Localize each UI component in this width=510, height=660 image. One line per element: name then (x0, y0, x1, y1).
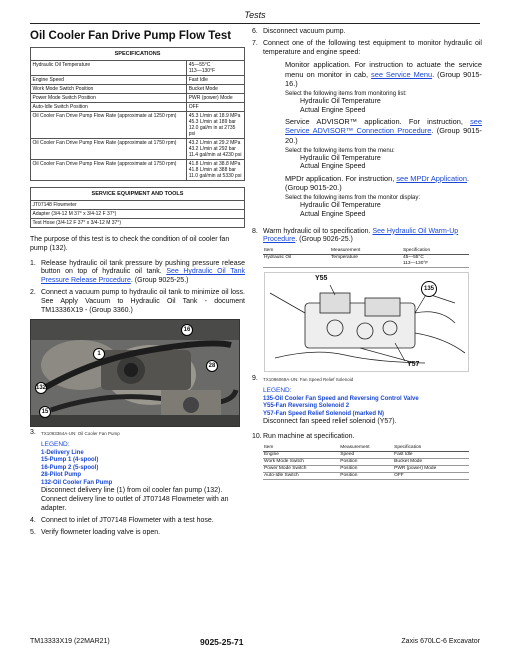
callout-132: 132 (35, 382, 47, 394)
oil-cooler-fan-pump-photo (30, 319, 240, 427)
section-title: Tests (244, 10, 266, 20)
step-9-text: Disconnect fan speed relief solenoid (Y57). (263, 418, 397, 426)
equipment-item: JT07148 Flowmeter (31, 201, 245, 210)
table-row (263, 465, 469, 472)
monitor-option: Monitor application. For instruction to actuate the service menu on monitor in cab, see Service Menu. (Group 9015-16.) (285, 60, 482, 88)
mpdr-option: MPDr application. For instruction, see MPDr Application. (Group 9015-20.) (285, 173, 470, 193)
mpdr-select: Select the following items from the monitor display: (285, 195, 421, 202)
advisor-option: Service ADVISOR™ application. For instruction, see Service ADVISOR™ Connection Procedure. (Group 9015-20.) (285, 117, 482, 145)
table-cell: Work Mode Switch (263, 458, 339, 465)
warmup-spec-table (263, 248, 469, 268)
legend-item: 1-Delivery Line (41, 449, 84, 456)
advisor-link[interactable]: see Service ADVISOR™ Connection Procedure (285, 117, 482, 136)
mpdr-item-1: Hydraulic Oil Temperature (300, 202, 381, 210)
table-header: Measurement (339, 445, 393, 452)
step-3: 3. TX1093364A-UN: Oil Cooler Fan Pump LEGEND: 1-Delivery Line 15-Pump 1 (4-spool) 16-Pump 2 (5-spool) 28-Pilot Pump 132-Oil Cooler Fan Pump Disconnect delivery line (1) from oil cooler fan pump (132). Connect delivery line to outlet of JT07148 Flowmeter with an adapter. (30, 429, 245, 513)
page-header (30, 8, 480, 24)
specifications-table (30, 47, 245, 181)
advisor-item-1: Hydraulic Oil Temperature (300, 154, 381, 162)
table-header: Measurement (330, 248, 402, 255)
table-row (263, 458, 469, 465)
table-row (263, 255, 469, 268)
advisor-select: Select the following items from the menu: (285, 147, 395, 154)
table-cell: Temperature (330, 255, 402, 268)
legend-1 (41, 450, 245, 488)
step-5: 5. Verify flowmeter loading valve is open. (30, 528, 161, 536)
table-cell: OFF (393, 472, 469, 479)
advisor-item-2: Actual Engine Speed (300, 163, 366, 171)
table-cell: Bucket Mode (393, 458, 469, 465)
pump-illustration (31, 320, 240, 427)
figure-caption-2: TX1096069A-UN: Fan Speed Relief Solenoid (263, 377, 354, 383)
spec-row (31, 85, 245, 94)
table-cell: Auto-Idle Switch (263, 472, 339, 479)
legend-item: 135-Oil Cooler Fan Speed and Reversing Control Valve (263, 395, 419, 402)
page-number: 9025-25-71 (200, 637, 244, 647)
step-4: 4. Connect to inlet of JT07148 Flowmeter with a test hose. (30, 516, 214, 524)
spec-row (31, 61, 245, 76)
solenoid-illustration (265, 273, 469, 372)
monitor-item-2: Actual Engine Speed (300, 106, 366, 114)
table-cell: PWR (power) Mode (393, 465, 469, 472)
callout-1: 1 (93, 348, 105, 360)
spec-value: Fast Idle (187, 76, 245, 85)
equipment-row (31, 201, 245, 210)
purpose-text: The purpose of this test is to check the condition of oil cooler fan pump (132). (30, 236, 230, 252)
legend-2 (263, 396, 482, 419)
monitor-select: Select the following items from monitoring list: (285, 91, 407, 97)
callout-135: 135 (421, 281, 437, 297)
run-spec-table (263, 445, 469, 480)
spec-label: Hydraulic Oil Temperature (31, 61, 187, 76)
legend-heading-1: LEGEND: (41, 441, 70, 449)
legend-item: 132-Oil Cooler Fan Pump (41, 479, 113, 486)
table-cell: Hydraulic Oil (263, 255, 330, 268)
legend-item: 16-Pump 2 (5-spool) (41, 464, 99, 471)
step-2: 2. Connect a vacuum pump to hydraulic oil tank to minimize oil loss. See Apply Vacuum to Hydraulic Oil Tank - document TM13336X19 - (Group 3360.) (30, 288, 245, 314)
spec-row (31, 139, 245, 160)
table-header: Item (263, 445, 339, 452)
equipment-heading: SERVICE EQUIPMENT AND TOOLS (31, 188, 245, 201)
equipment-row (31, 210, 245, 219)
mpdr-item-2: Actual Engine Speed (300, 210, 366, 218)
spec-label: Oil Cooler Fan Drive Pump Flow Rate (approximate at 1750 rpm) (31, 160, 187, 181)
legend-item: Y55-Fan Reversing Solenoid 2 (263, 403, 350, 410)
mpdr-link[interactable]: see MPDr Application (396, 173, 467, 183)
label-y55: Y55 (315, 275, 328, 283)
right-column (252, 28, 482, 480)
spec-value: PWR (power) Mode (187, 94, 245, 103)
step-6: 6. Disconnect vacuum pump. (252, 28, 346, 35)
page-title: Oil Cooler Fan Drive Pump Flow Test (30, 30, 232, 42)
step-8: 8. Warm hydraulic oil to specification. See Hydraulic Oil Warm-Up Procedure. (Group 9026-25.) (252, 227, 459, 244)
table-cell: Position (339, 465, 393, 472)
legend-item: 28-Pilot Pump (41, 472, 82, 479)
spec-label: Engine Speed (31, 76, 187, 85)
callout-28: 28 (206, 360, 218, 372)
spec-row (31, 94, 245, 103)
step-3-text: Disconnect delivery line (1) from oil cooler fan pump (132). Connect delivery line to outlet of JT07148 Flowmeter with an adapter. (41, 487, 229, 513)
label-y57: Y57 (407, 361, 420, 369)
spec-row (31, 103, 245, 112)
spec-value: 41.8 L/min at 38.8 MPa 41.8 L/min at 388 bar 11.0 gal/min at 5330 psi (187, 160, 245, 181)
service-menu-link[interactable]: see Service Menu (371, 69, 433, 79)
table-header: Specification (402, 248, 469, 255)
spec-value: 45—55°C 113—130°F (187, 61, 245, 76)
table-header: Specification (393, 445, 469, 452)
table-row (263, 451, 469, 458)
callout-16: 16 (181, 324, 193, 336)
table-cell: Power Mode Switch (263, 465, 339, 472)
equipment-row (31, 219, 245, 228)
step-9: 9. TX1096069A-UN: Fan Speed Relief Solenoid LEGEND: 135-Oil Cooler Fan Speed and Reversing Control Valve Y55-Fan Reversing Solenoid 2 Y57-Fan Speed Relief Solenoid (marked N) Disconnect fan speed relief solenoid (Y57). (252, 375, 482, 427)
table-cell: Speed (339, 451, 393, 458)
spec-label: Work Mode Switch Position (31, 85, 187, 94)
spec-value: 43.2 L/min at 29.2 MPa 43.2 L/min at 292 bar 11.4 gal/min at 4230 psi (187, 139, 245, 160)
table-cell: Engine (263, 451, 339, 458)
spec-value: Bucket Mode (187, 85, 245, 94)
step-1: 1. Release hydraulic oil tank pressure by pushing pressure release button on top of hydraulic oil tank. See Hydraulic Oil Tank Pressure Release Procedure. (Group 9025-25.) (30, 259, 245, 285)
left-steps (30, 260, 245, 538)
equipment-item: Adapter (3/4-12 M 37° x 3/4-12 F 37°) (31, 210, 245, 219)
legend-heading-2: LEGEND: (263, 386, 292, 394)
table-cell: Fast Idle (393, 451, 469, 458)
table-cell: Position (339, 472, 393, 479)
machine-model: Zaxis 670LC-6 Excavator (401, 638, 480, 645)
spec-label: Oil Cooler Fan Drive Pump Flow Rate (approximate at 1750 rpm) (31, 139, 187, 160)
legend-item: Y57-Fan Speed Relief Solenoid (marked N) (263, 410, 385, 417)
spec-label: Oil Cooler Fan Drive Pump Flow Rate (approximate at 1250 rpm) (31, 112, 187, 139)
table-cell: Position (339, 458, 393, 465)
spec-label: Power Mode Switch Position (31, 94, 187, 103)
specifications-heading: SPECIFICATIONS (31, 48, 245, 61)
step-7: 7. Connect one of the following test equipment to monitor hydraulic oil temperature and engine speed: (252, 39, 482, 56)
spec-row (31, 112, 245, 139)
callout-15: 15 (39, 406, 51, 418)
table-row (263, 472, 469, 479)
monitor-item-1: Hydraulic Oil Temperature (300, 98, 381, 105)
equipment-item: Test Hose (3/4-12 F 37° x 3/4-12 M 37°) (31, 219, 245, 228)
warmup-link[interactable]: See Hydraulic Oil Warm-Up Procedure (263, 227, 459, 244)
spec-value: 45.3 L/min at 18.9 MPa 45.3 L/min at 189 bar 12.0 gal/m in at 2735 psi (187, 112, 245, 139)
spec-label: Auto-Idle Switch Position (31, 103, 187, 112)
figure-caption-1: TX1093364A-UN: Oil Cooler Fan Pump (41, 431, 120, 437)
table-header: Item (263, 248, 330, 255)
doc-number: TM13333X19 (22MAR21) (30, 638, 110, 645)
spec-row (31, 160, 245, 181)
spec-row (31, 76, 245, 85)
step-10: 10. Run machine at specification. (252, 433, 355, 441)
left-column (30, 30, 245, 540)
table-cell: 45—55°C 113—130°F (402, 255, 469, 268)
tank-pressure-link[interactable]: See Hydraulic Oil Tank Pressure Release Procedure (41, 268, 245, 285)
spec-value: OFF (187, 103, 245, 112)
equipment-table (30, 187, 245, 228)
legend-item: 15-Pump 1 (4-spool) (41, 457, 99, 464)
fan-speed-relief-solenoid-diagram (264, 272, 469, 372)
